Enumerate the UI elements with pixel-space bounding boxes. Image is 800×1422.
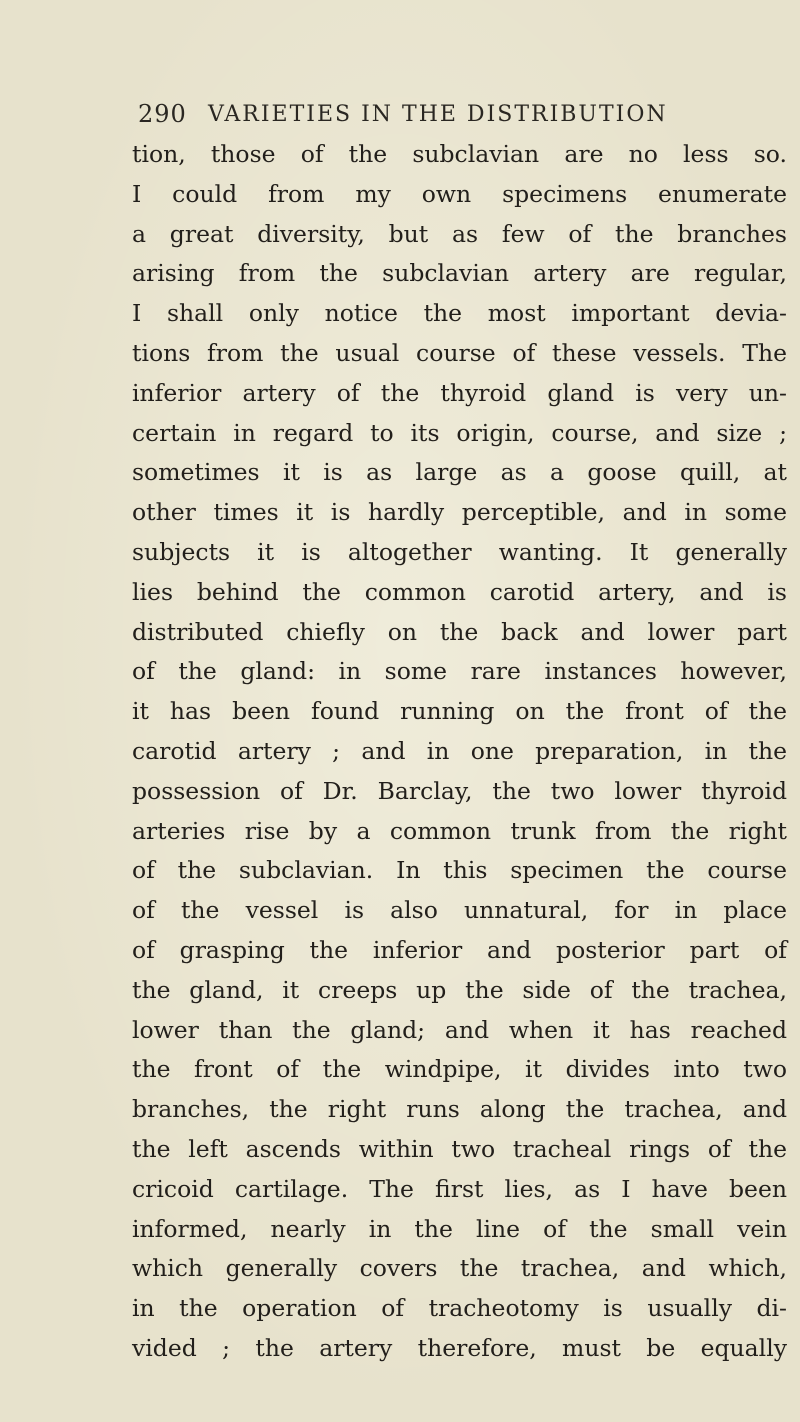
text-line: of the subclavian. In this specimen the course: [132, 856, 787, 885]
text-line: of the gland: in some rare instances however,: [132, 657, 787, 686]
text-line: I could from my own specimens enumerate: [132, 179, 787, 208]
text-line: inferior artery of the thyroid gland is very un-: [132, 378, 787, 407]
text-line: informed, nearly in the line of the small vein: [132, 1214, 787, 1243]
text-line: arising from the subclavian artery are regular,: [132, 259, 787, 288]
text-line: carotid artery ; and in one preparation, in the: [132, 736, 787, 765]
text-line: arteries rise by a common trunk from the right: [132, 816, 787, 845]
text-line: cricoid cartilage. The first lies, as I have been: [132, 1174, 787, 1203]
text-line: subjects it is altogether wanting. It generally: [132, 537, 787, 566]
body-text: [132, 135, 787, 1369]
text-line: sometimes it is as large as a goose quill, at: [132, 458, 787, 487]
text-line: branches, the right runs along the trachea, and: [132, 1095, 787, 1124]
text-line: which generally covers the trachea, and which,: [132, 1254, 787, 1283]
text-line: I shall only notice the most important devia-: [132, 299, 787, 328]
page-header: [130, 100, 750, 140]
text-line: lower than the gland; and when it has reached: [132, 1015, 787, 1044]
text-line: in the operation of tracheotomy is usually di-: [132, 1294, 787, 1323]
text-line: the front of the windpipe, it divides into two: [132, 1055, 787, 1084]
text-line: lies behind the common carotid artery, and is: [132, 577, 787, 606]
running-head: VARIETIES IN THE DISTRIBUTION: [208, 102, 668, 127]
text-line: the left ascends within two tracheal rings of the: [132, 1134, 787, 1163]
text-line: of grasping the inferior and posterior part of: [132, 935, 787, 964]
text-line: other times it is hardly perceptible, and in some: [132, 498, 787, 527]
text-line: vided ; the artery therefore, must be equally: [132, 1333, 787, 1362]
text-line: tion, those of the subclavian are no less so.: [132, 140, 787, 168]
text-line: a great diversity, but as few of the branches: [132, 219, 787, 248]
text-line: it has been found running on the front of the: [132, 697, 787, 726]
page-number: 290: [138, 100, 187, 128]
text-line: tions from the usual course of these vessels. The: [132, 338, 787, 367]
text-line: certain in regard to its origin, course, and size ;: [132, 418, 787, 447]
text-line: possession of Dr. Barclay, the two lower thyroid: [132, 776, 787, 805]
text-line: distributed chiefly on the back and lower part: [132, 617, 787, 646]
text-line: of the vessel is also unnatural, for in place: [132, 896, 787, 925]
text-line: the gland, it creeps up the side of the trachea,: [132, 975, 787, 1004]
